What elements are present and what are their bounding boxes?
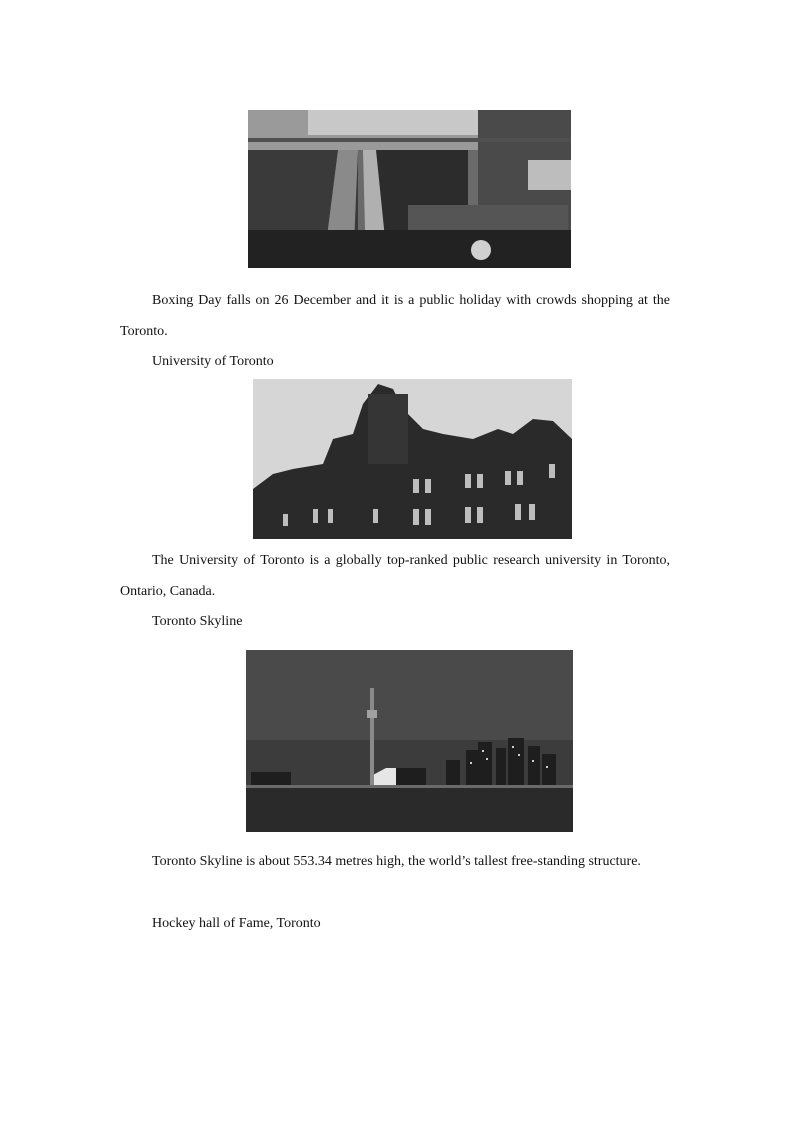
university-building-photo: [253, 379, 572, 539]
skyline-caption: Toronto Skyline is about 553.34 metres high, the world’s tallest free-standing structure.: [152, 854, 641, 869]
hockey-hall-heading: Hockey hall of Fame, Toronto: [152, 916, 321, 931]
mall-crowd-photo: [248, 110, 571, 268]
skyline-heading: Toronto Skyline: [152, 614, 243, 629]
toronto-skyline-photo: [246, 650, 573, 832]
university-caption: The University of Toronto is a globally top-ranked public research university in Toronto, Ontario, Canada.: [120, 553, 670, 599]
university-heading: University of Toronto: [152, 354, 274, 369]
boxing-day-caption: Boxing Day falls on 26 December and it is a public holiday with crowds shopping at the Toronto.: [120, 293, 670, 339]
